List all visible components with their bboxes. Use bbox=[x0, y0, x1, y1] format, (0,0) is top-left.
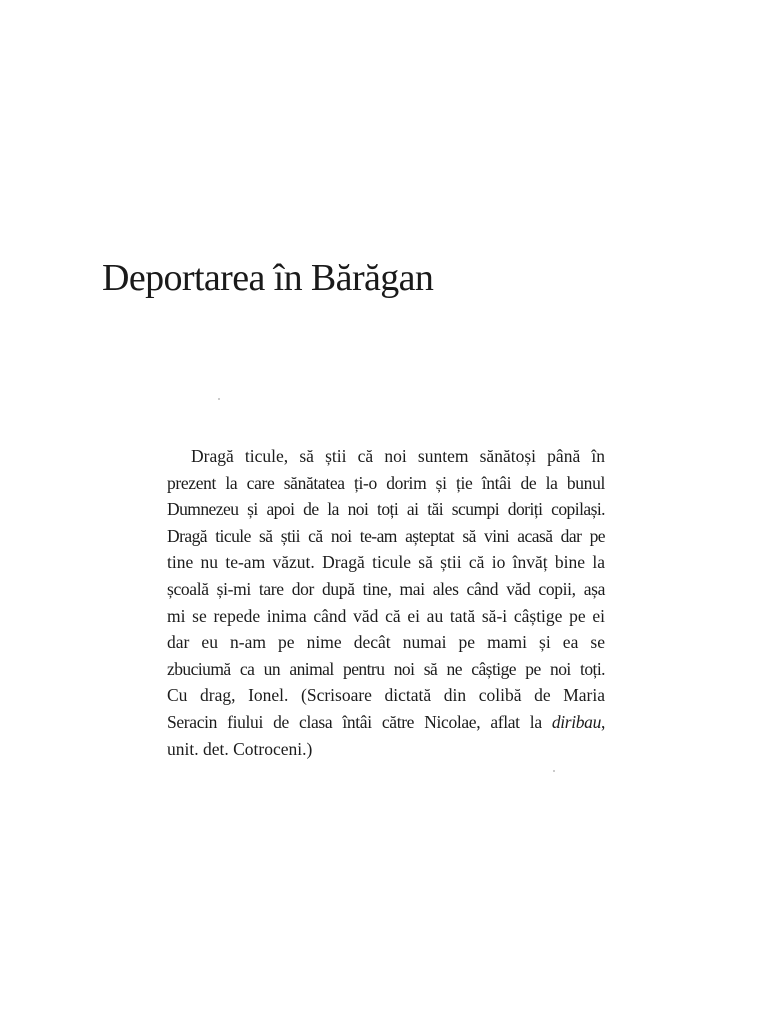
paper-speck bbox=[553, 770, 555, 772]
italic-term: diribau bbox=[551, 711, 601, 732]
text-line: unit. det. Cotroceni.) bbox=[167, 738, 313, 759]
italic-term-suffix: , bbox=[600, 711, 606, 732]
letter-paragraph bbox=[167, 443, 605, 762]
text-line: tine nu te-am văzut. Dragă ticule să știi că io învăț bine la bbox=[167, 552, 605, 573]
text-line: Cu drag, Ionel. (Scrisoare dictată din colibă de Maria bbox=[167, 685, 605, 706]
text-line-segment: Seracin fiului de clasa întâi către Nicolae, aflat la bbox=[167, 711, 542, 732]
text-line: zbuciumă ca un animal pentru noi să ne câștige pe noi toți. bbox=[167, 658, 605, 679]
text-line: Dragă ticule, să știi că noi suntem sănătoși până în bbox=[191, 446, 605, 466]
text-line: dar eu n-am pe nime decât numai pe mami și ea se bbox=[167, 632, 605, 653]
text-line: Dumnezeu și apoi de la noi toți ai tăi scumpi doriți copilași. bbox=[167, 499, 605, 520]
text-line: prezent la care sănătatea ți-o dorim și ție întâi de la bunul bbox=[167, 472, 605, 493]
text-line: școală și-mi tare dor după tine, mai ales când văd copii, așa bbox=[167, 578, 605, 599]
text-line bbox=[167, 709, 605, 736]
paper-speck bbox=[218, 398, 220, 400]
text-line: mi se repede inima când văd că ei au tată să-i câștige pe ei bbox=[167, 605, 605, 626]
text-line: Dragă ticule să știi că noi te-am așteptat să vini acasă dar pe bbox=[167, 525, 605, 546]
chapter-title: Deportarea în Bărăgan bbox=[102, 257, 434, 299]
